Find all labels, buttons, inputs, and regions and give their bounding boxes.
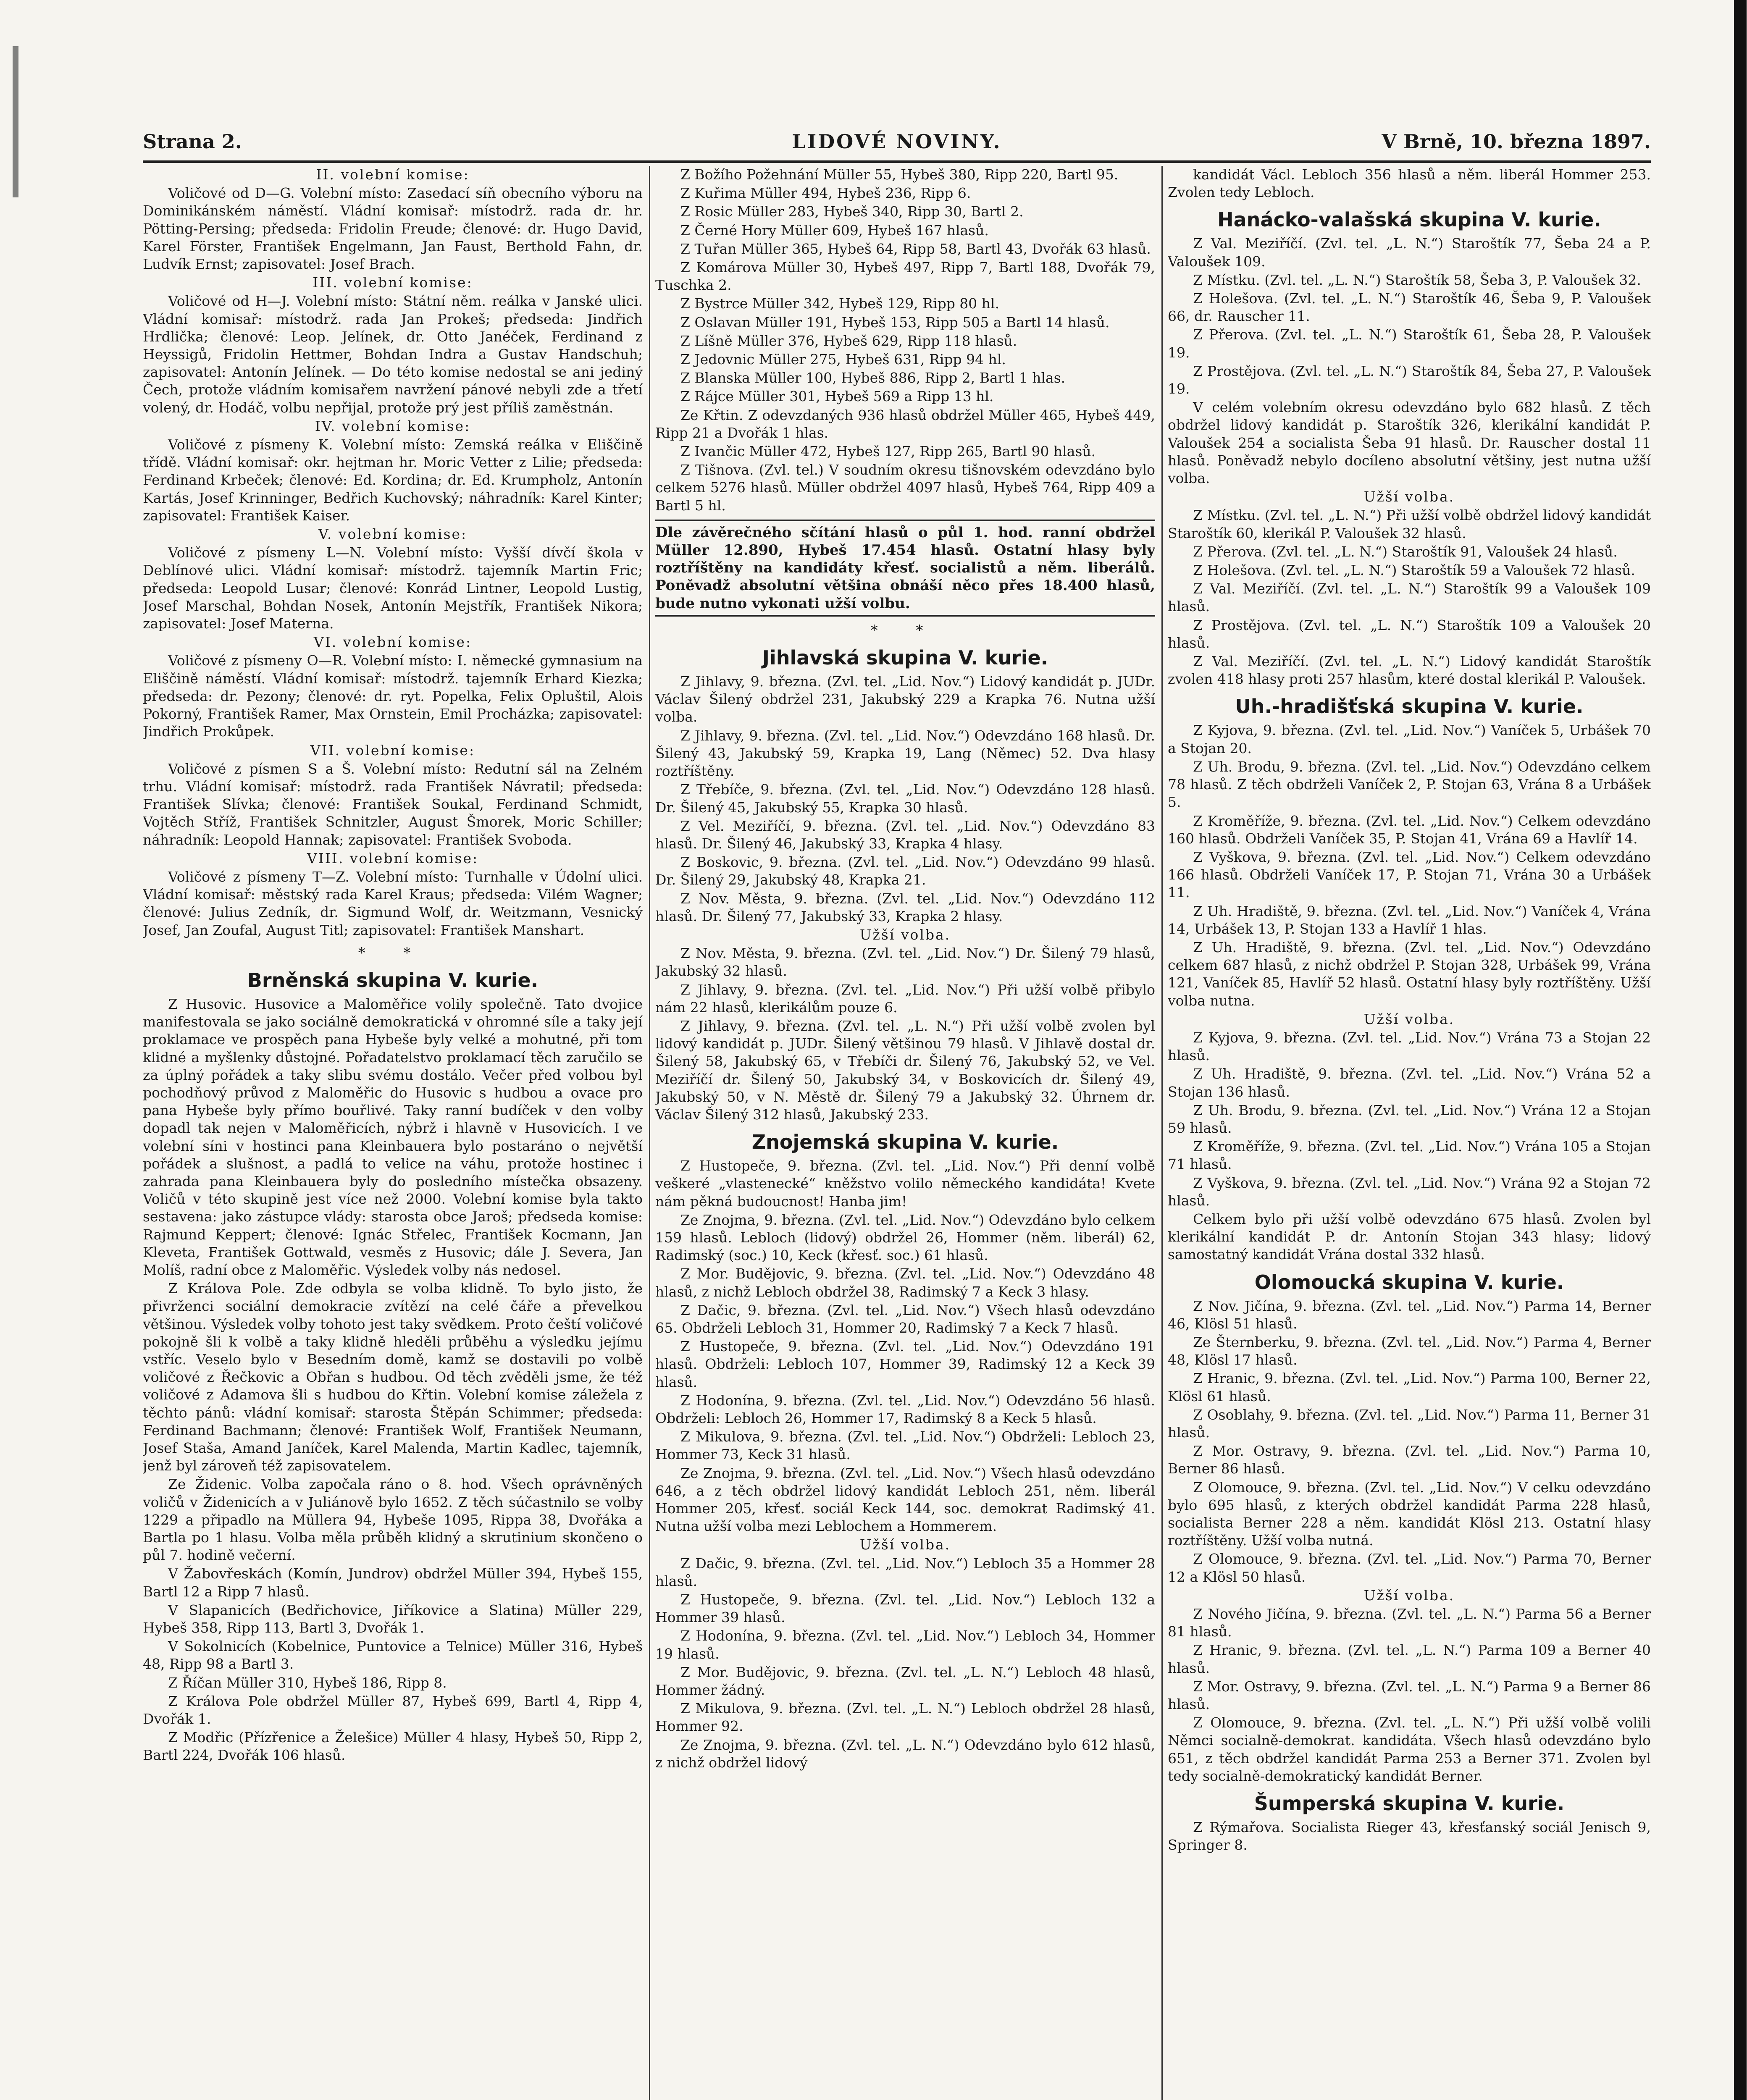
paragraph: Z Hustopeče, 9. března. (Zvl. tel. „Lid. Nov.“) Lebloch 132 a Hommer 39 hlasů. bbox=[655, 1591, 1155, 1626]
paragraph: Z Mor. Ostravy, 9. března. (Zvl. tel. „L. N.“) Parma 9 a Berner 86 hlasů. bbox=[1168, 1678, 1651, 1713]
paragraph: Z Králova Pole. Zde odbyla se volba klidně. To bylo jisto, že přivrženci sociální demokracie zvítězí na celé čáře a převelkou většinou. Výsledek volby tohoto jest taky svědkem. Proto čeští voličové pokojně šli k volbě a taky klidně hleděli průběhu a výsledku jejímu vstříc. Veselo bylo v Besedním domě, kamž se dostavili po volbě voličové z Řečkovic a Obřan s hudbou. Od těch zvěděli jsme, že též voličové z Adamova šli s hudbou do Křtin. Volební komise záležela z těchto pánů: vládní komisař: starosta Štěpán Schimmer; předseda: Ferdinand Bachmann; členové: František Wolf, František Neumann, Josef Staša, Amand Janíček, Karel Malenda, Martin Kadlec, tajemník, jenž byl zároveň též zapisovatelem. bbox=[143, 1280, 643, 1474]
paragraph: Z Hranic, 9. března. (Zvl. tel. „Lid. Nov.“) Parma 100, Berner 22, Klösl 61 hlasů. bbox=[1168, 1370, 1651, 1404]
commission-heading: VII. volební komise: bbox=[310, 742, 475, 759]
paragraph: Z Hustopeče, 9. března. (Zvl. tel. „Lid. Nov.“) Při denní volbě veškeré „vlastenecké“ kněžstvo volilo německého kandidáta! Kvete nám pěkná budoucnost! Hanba jim! bbox=[655, 1158, 1155, 1210]
paragraph: Z Blanska Müller 100, Hybeš 886, Ripp 2, Bartl 1 hlas. bbox=[680, 370, 1066, 386]
paragraph: Voličové z písmen S a Š. Volební místo: Redutní sál na Zelném trhu. Vládní komisař: místodrž. rada František Návratil; předseda: František Slívka; členové: František Soukal, Ferdinand Schmidt, Vojtěch Stříž, František Schnitzler, August Šmorek, Moric Schiller; náhradník: Leopold Hannak; zapisovatel: František Svoboda. bbox=[143, 760, 643, 848]
paragraph: Z Komárova Müller 30, Hybeš 497, Ripp 7, Bartl 188, Dvořák 79, Tuschka 2. bbox=[655, 259, 1155, 294]
paragraph: Z Místku. (Zvl. tel. „L. N.“) Staroštík 58, Šeba 3, P. Valoušek 32. bbox=[1193, 271, 1641, 288]
paragraph: Z Nov. Města, 9. března. (Zvl. tel. „Lid. Nov.“) Odevzdáno 112 hlasů. Dr. Šilený 77, Jakubský 33, Krapka 2 hlasy. bbox=[655, 890, 1155, 924]
section-heading: Uh.-hradišťská skupina V. kurie. bbox=[1235, 695, 1584, 718]
page-header bbox=[143, 130, 1651, 164]
paragraph: Z Nov. Jičína, 9. března. (Zvl. tel. „Lid. Nov.“) Parma 14, Berner 46, Klösl 51 hlasů. bbox=[1168, 1297, 1651, 1332]
paragraph: Z Vyškova, 9. března. (Zvl. tel. „Lid. Nov.“) Vrána 92 a Stojan 72 hlasů. bbox=[1168, 1174, 1651, 1209]
paragraph: Ze Znojma, 9. března. (Zvl. tel. „Lid. Nov.“) Všech hlasů odevzdáno 646, a z těch obdržel lidový kandidát Lebloch 251, něm. liberál Hommer 205, křesť. sociál Keck 144, soc. demokrat Radimský 41. Nutna užší volba mezi Leblochem a Hommerem. bbox=[655, 1465, 1155, 1535]
paragraph: Z Mor. Ostravy, 9. března. (Zvl. tel. „Lid. Nov.“) Parma 10, Berner 86 hlasů. bbox=[1168, 1443, 1651, 1477]
paragraph: Ze Znojma, 9. března. (Zvl. tel. „L. N.“) Odevzdáno bylo 612 hlasů, z nichž obdržel lidový bbox=[655, 1736, 1155, 1771]
column-rule bbox=[1161, 166, 1163, 2100]
paragraph: Z Jihlavy, 9. března. (Zvl. tel. „Lid. Nov.“) Při užší volbě přibylo nám 22 hlasů, klerikálům pouze 6. bbox=[655, 981, 1155, 1016]
paragraph: Z Hodonína, 9. března. (Zvl. tel. „Lid. Nov.“) Lebloch 34, Hommer 19 hlasů. bbox=[655, 1628, 1155, 1662]
section-heading: Olomoucká skupina V. kurie. bbox=[1254, 1270, 1564, 1294]
commission-heading: VIII. volební komise: bbox=[307, 850, 479, 866]
paragraph: kandidát Václ. Lebloch 356 hlasů a něm. liberál Hommer 253. Zvolen tedy Lebloch. bbox=[1168, 166, 1651, 201]
column-1 bbox=[143, 166, 643, 2100]
paragraph: Ze Znojma, 9. března. (Zvl. tel. „Lid. Nov.“) Odevzdáno bylo celkem 159 hlasů. Lebloch (lidový) obdržel 26, Hommer (něm. liberál) 62, Radimský (soc.) 10, Keck (křesť. soc.) 61 hlasů. bbox=[655, 1211, 1155, 1264]
paragraph: Z Uh. Brodu, 9. března. (Zvl. tel. „Lid. Nov.“) Odevzdáno celkem 78 hlasů. Z těch obdrželi Vaníček 2, P. Stojan 63, Vrána 8 a Urbášek 5. bbox=[1168, 758, 1651, 811]
paragraph: Z Božího Požehnání Müller 55, Hybeš 380, Ripp 220, Bartl 95. bbox=[680, 166, 1119, 183]
paragraph: Z Přerova. (Zvl. tel. „L. N.“) Staroštík 61, Šeba 28, P. Valoušek 19. bbox=[1168, 326, 1651, 361]
paragraph: Voličové z písmeny L—N. Volební místo: Vyšší dívčí škola v Deblínové ulici. Vládní komisař: místodrž. tajemník Martin Fric; předseda: Leopold Lusar; členové: Konrád Lintner, Leopold Lustig, Josef Marschal, Bohdan Nosek, Antonín Mejstřík, František Nikora; zapisovatel: Josef Materna. bbox=[143, 544, 643, 632]
paragraph: Z Hodonína, 9. března. (Zvl. tel. „Lid. Nov.“) Odevzdáno 56 hlasů. Obdrželi: Lebloch 26, Hommer 17, Radimský 8 a Keck 5 hlasů. bbox=[655, 1392, 1155, 1426]
section-heading: Znojemská skupina V. kurie. bbox=[751, 1131, 1059, 1154]
paragraph: Z Rájce Müller 301, Hybeš 569 a Ripp 13 hl. bbox=[680, 388, 994, 405]
paragraph: Z Líšně Müller 376, Hybeš 629, Ripp 118 hlasů. bbox=[680, 332, 1017, 349]
section-heading: Šumperská skupina V. kurie. bbox=[1254, 1792, 1565, 1815]
paragraph: Z Husovic. Husovice a Maloměřice volily společně. Tato dvojice manifestovala se jako sociálně demokratická v ohromné síle a taky její proklamace ve prospěch pana Hybeše byly velké a mohutné, při tom klidné a myšlenky důstojné. Pořadatelstvo proklamací těch zaručilo se za úplný pořádek a taky slibu svému dostálo. Večer před volbou byl pochodňový průvod z Maloměřic do Husovic s hudbou a ovace pro pana Hybeše byly přímo bouřlivé. Taky ranní budíček v den volby dopadl tak nejen v Maloměřicích, nýbrž i hlavně v Husovicích. I ve volební síni v hostinci pana Kleinbauera bylo postaráno o největší pořádek a slušnost, a padlá to velice na váhu, protože hostinec i zahrada pana Kleinbauera byly do posledního místečka obsazeny. Voličů v této skupině jest více než 2000. Volební komise byla takto sestavena: jako zástupce vlády: starosta obce Jaroš; předseda komise: Rajmund Keppert; členové: Ignác Střelec, František Kocmann, Jan Kleveta, František Gottwald, vesměs z Husovic; dále J. Severa, Jan Molíš, radní obce z Maloměřic. Výsledek volby nás nedosel. bbox=[143, 995, 643, 1278]
paragraph: Z Místku. (Zvl. tel. „L. N.“) Při užší volbě obdržel lidový kandidát Staroštík 60, klerikál P. Valoušek 32 hlasů. bbox=[1168, 507, 1651, 541]
paragraph: V Slapanicích (Bedřichovice, Jiříkovice a Slatina) Müller 229, Hybeš 358, Ripp 113, Bartl 3, Dvořák 1. bbox=[143, 1601, 643, 1636]
paragraph: Z Prostějova. (Zvl. tel. „L. N.“) Staroštík 109 a Valoušek 20 hlasů. bbox=[1168, 617, 1651, 651]
paragraph: Z Černé Hory Müller 609, Hybeš 167 hlasů. bbox=[680, 222, 989, 239]
scan-edge bbox=[1734, 0, 1747, 2100]
paragraph: Z Hranic, 9. března. (Zvl. tel. „L. N.“) Parma 109 a Berner 40 hlasů. bbox=[1168, 1642, 1651, 1676]
paragraph: Z Val. Meziříčí. (Zvl. tel. „L. N.“) Lidový kandidát Staroštík zvolen 418 hlasy proti 257 hlasům, které dostal klerikál P. Valoušek. bbox=[1168, 653, 1651, 688]
paragraph: Z Jihlavy, 9. března. (Zvl. tel. „Lid. Nov.“) Lidový kandidát p. JUDr. Václav Šilený obdržel 231, Jakubský 229 a Krapka 76. Nutna užší volba. bbox=[655, 673, 1155, 725]
paragraph: Z Kyjova, 9. března. (Zvl. tel. „Lid. Nov.“) Vrána 73 a Stojan 22 hlasů. bbox=[1168, 1029, 1651, 1064]
commission-heading: III. volební komise: bbox=[313, 274, 473, 291]
paragraph: Z Nového Jičína, 9. března. (Zvl. tel. „L. N.“) Parma 56 a Berner 81 hlasů. bbox=[1168, 1606, 1651, 1640]
paragraph: Z Jedovnic Müller 275, Hybeš 631, Ripp 94 hl. bbox=[680, 351, 1006, 368]
paragraph: Z Kroměříže, 9. března. (Zvl. tel. „Lid. Nov.“) Celkem odevzdáno 160 hlasů. Obdrželi Vaníček 35, P. Stojan 41, Vrána 69 a Havlíř 14. bbox=[1168, 812, 1651, 847]
paragraph: Z Bystrce Müller 342, Hybeš 129, Ripp 80 hl. bbox=[680, 295, 1000, 312]
paragraph: Z Dačic, 9. března. (Zvl. tel. „Lid. Nov.“) Všech hlasů odevzdáno 65. Obdrželi Lebloch 31, Hommer 20, Radimský 7 a Keck 7 hlasů. bbox=[655, 1302, 1155, 1336]
newspaper-title: LIDOVÉ NOVINY. bbox=[792, 130, 1002, 153]
paragraph: Z Tišnova. (Zvl. tel.) V soudním okresu tišnovském odevzdáno bylo celkem 5276 hlasů. Müller obdržel 4097 hlasů, Hybeš 764, Ripp 409 a Bartl 5 hl. bbox=[655, 462, 1155, 514]
paragraph: Z Vyškova, 9. března. (Zvl. tel. „Lid. Nov.“) Celkem odevzdáno 166 hlasů. Obdrželi Vaníček 17, P. Stojan 71, Vrána 30 a Urbášek 11. bbox=[1168, 848, 1651, 901]
paragraph: Z Dačic, 9. března. (Zvl. tel. „Lid. Nov.“) Lebloch 35 a Hommer 28 hlasů. bbox=[655, 1555, 1155, 1589]
paragraph: Z Val. Meziříčí. (Zvl. tel. „L. N.“) Staroštík 77, Šeba 24 a P. Valoušek 109. bbox=[1168, 235, 1651, 270]
paragraph: V celém volebním okresu odevzdáno bylo 682 hlasů. Z těch obdržel lidový kandidát p. Staroštík 326, klerikální kandidát P. Valoušek 254 a socialista Šeba 91 hlasů. Dr. Rauscher dostal 11 hlasů. Poněvadž nebylo docíleno absolutní většiny, jest nutna užší volba. bbox=[1168, 399, 1651, 487]
paragraph: Voličové z písmeny T—Z. Volební místo: Turnhalle v Údolní ulici. Vládní komisař: městský rada Karel Kraus; předseda: Vilém Wagner; členové: Julius Zedník, dr. Sigmund Wolf, dr. Weitzmann, Vesnický Josef, Jan Zoufal, August Titl; zapisovatel: František Manshart. bbox=[143, 868, 643, 938]
paragraph: Z Ivančic Müller 472, Hybeš 127, Ripp 265, Bartl 90 hlasů. bbox=[680, 443, 1096, 460]
paragraph: Z Olomouce, 9. března. (Zvl. tel. „Lid. Nov.“) V celku odevzdáno bylo 695 hlasů, z kterých obdržel kandidát Parma 228 hlasů, socialista Berner 228 a něm. kandidát Klösl 213. Ostatní hlasy roztříštěny. Užší volba nutná. bbox=[1168, 1479, 1651, 1549]
commission-heading: VI. volební komise: bbox=[313, 634, 472, 651]
paragraph: Z Kroměříže, 9. března. (Zvl. tel. „Lid. Nov.“) Vrána 105 a Stojan 71 hlasů. bbox=[1168, 1138, 1651, 1173]
paragraph: Z Prostějova. (Zvl. tel. „L. N.“) Staroštík 84, Šeba 27, P. Valoušek 19. bbox=[1168, 362, 1651, 397]
paragraph: Ze Křtin. Z odevzdaných 936 hlasů obdržel Müller 465, Hybeš 449, Ripp 21 a Dvořák 1 hlas. bbox=[655, 407, 1155, 441]
paragraph: Z Val. Meziříčí. (Zvl. tel. „L. N.“) Staroštík 99 a Valoušek 109 hlasů. bbox=[1168, 580, 1651, 615]
paragraph: Z Říčan Müller 310, Hybeš 186, Ripp 8. bbox=[168, 1674, 447, 1691]
paragraph: Z Olomouce, 9. března. (Zvl. tel. „L. N.“) Při užší volbě volili Němci socialně-demokrat. kandidáta. Všech hlasů odevzdáno bylo 651, z těch obdržel kandidát Parma 253 a Berner 371. Zvolen byl tedy socialně-demokratický kandidát Berner. bbox=[1168, 1714, 1651, 1784]
subheading: Užší volba. bbox=[1363, 488, 1455, 505]
paragraph: Z Přerova. (Zvl. tel. „L. N.“) Staroštík 91, Valoušek 24 hlasů. bbox=[1193, 543, 1618, 560]
paragraph: Z Modřic (Přízřenice a Želešice) Müller 4 hlasy, Hybeš 50, Ripp 2, Bartl 224, Dvořák 106 hlasů. bbox=[143, 1729, 643, 1764]
paragraph: V Sokolnicích (Kobelnice, Puntovice a Telnice) Müller 316, Hybeš 48, Ripp 98 a Bartl 3. bbox=[143, 1638, 643, 1672]
paragraph: Z Jihlavy, 9. března. (Zvl. tel. „L. N.“) Při užší volbě zvolen byl lidový kandidát p. JUDr. Šilený většinou 79 hlasů. V Jihlavě dostal dr. Šilený 58, Jakubský 65, v Třebíči dr. Šilený 76, Jakubský 52, ve Vel. Meziříčí dr. Šilený 50, Jakubský 34, v Boskovicích dr. Šilený 49, Jakubský 50, v N. Městě dr. Šilený 79 a Jakubský 32. Úhrnem dr. Václav Šilený 312 hlasů, Jakubský 233. bbox=[655, 1017, 1155, 1123]
column-3 bbox=[1168, 166, 1651, 2100]
paragraph: Z Mor. Budějovic, 9. března. (Zvl. tel. „Lid. Nov.“) Odevzdáno 48 hlasů, z nichž Lebloch obdržel 38, Radimský 7 a Keck 3 hlasy. bbox=[655, 1265, 1155, 1300]
paragraph: Ze Šternberku, 9. března. (Zvl. tel. „Lid. Nov.“) Parma 4, Berner 48, Klösl 17 hlasů. bbox=[1168, 1334, 1651, 1368]
paragraph: Voličové od H—J. Volební místo: Státní něm. reálka v Janské ulici. Vládní komisař: místodrž. rada Jan Prokeš; předseda: Jindřich Hrdlička; členové: Leop. Jelínek, dr. Otto Janéček, Ferdinand z Heyssigů, Fridolin Hettmer, Bohdan Indra a Gustav Handschuh; zapisovatel: Antonín Jelínek. — Do této komise nedostal se ani jediný Čech, protože vládním komisařem navržení pánové nebyli zde a třetí volený, dr. Hodáč, volbu nepřijal, protože prý jest příliš zaměstnán. bbox=[143, 293, 643, 416]
page-number: Strana 2. bbox=[143, 130, 242, 153]
paragraph: Z Osoblahy, 9. března. (Zvl. tel. „Lid. Nov.“) Parma 11, Berner 31 hlasů. bbox=[1168, 1406, 1651, 1441]
paragraph: Z Rosic Müller 283, Hybeš 340, Ripp 30, Bartl 2. bbox=[680, 203, 1024, 220]
paragraph: Z Oslavan Müller 191, Hybeš 153, Ripp 505 a Bartl 14 hlasů. bbox=[680, 314, 1110, 331]
paragraph: Voličové od D—G. Volební místo: Zasedací síň obecního výboru na Dominikánském náměstí. Vládní komisař: místodrž. rada dr. hr. Pötting-Persing; předseda: Fridolin Freude; členové: dr. Hugo David, Karel Förster, František Engelmann, Jan Faust, Berthold Fahn, dr. Ludvík Ernst; zapisovatel: Josef Brach. bbox=[143, 185, 643, 273]
paragraph: Z Jihlavy, 9. března. (Zvl. tel. „Lid. Nov.“) Odevzdáno 168 hlasů. Dr. Šilený 43, Jakubský 59, Krapka 19, Lang (Němec) 52. Dva hlasy roztříštěny. bbox=[655, 727, 1155, 780]
column-rule bbox=[649, 166, 650, 2100]
paragraph: Ze Židenic. Volba započala ráno o 8. hod. Všech oprávněných voličů v Židenicích a v Juliánově bylo 1652. Z těch súčastnilo se volby 1229 a připadlo na Müllera 94, Hybeše 1095, Rippa 38, Dvořáka a Bartla po 1 hlasu. Volba měla průběh klidný a skrutinium skončeno o půl 7. hodině večerní. bbox=[143, 1476, 643, 1564]
subheading: Užší volba. bbox=[859, 926, 951, 943]
paragraph: Z Olomouce, 9. března. (Zvl. tel. „Lid. Nov.“) Parma 70, Berner 12 a Klösl 50 hlasů. bbox=[1168, 1551, 1651, 1585]
subheading: Užší volba. bbox=[1363, 1011, 1455, 1027]
paragraph: Z Mikulova, 9. března. (Zvl. tel. „L. N.“) Lebloch obdržel 28 hlasů, Hommer 92. bbox=[655, 1700, 1155, 1735]
paragraph: Z Uh. Hradiště, 9. března. (Zvl. tel. „Lid. Nov.“) Vrána 52 a Stojan 136 hlasů. bbox=[1168, 1066, 1651, 1100]
commission-heading: IV. volební komise: bbox=[315, 417, 471, 434]
paragraph: Z Mikulova, 9. března. (Zvl. tel. „Lid. Nov.“) Obdrželi: Lebloch 23, Hommer 73, Keck 31 hlasů. bbox=[655, 1428, 1155, 1463]
paragraph: Voličové z písmeny K. Volební místo: Zemská reálka v Eliščině třídě. Vládní komisař: okr. hejtman hr. Moric Vetter z Lilie; předseda: Ferdinand Krbeček; členové: Ed. Kordina; dr. Ed. Krumpholz, Antonín Kartás, Josef Krinninger, Bedřich Kuchovský; náhradník: Karel Kinter; zapisovatel: František Kaiser. bbox=[143, 436, 643, 524]
paragraph: Z Třebíče, 9. března. (Zvl. tel. „Lid. Nov.“) Odevzdáno 128 hlasů. Dr. Šilený 45, Jakubský 55, Krapka 30 hlasů. bbox=[655, 781, 1155, 816]
paragraph: V Žabovřeskách (Komín, Jundrov) obdržel Müller 394, Hybeš 155, Bartl 12 a Ripp 7 hlasů. bbox=[143, 1565, 643, 1600]
commission-heading: II. volební komise: bbox=[316, 166, 470, 183]
paragraph: Z Nov. Města, 9. března. (Zvl. tel. „Lid. Nov.“) Dr. Šilený 79 hlasů, Jakubský 32 hlasů. bbox=[655, 945, 1155, 979]
paragraph: Z Uh. Brodu, 9. března. (Zvl. tel. „Lid. Nov.“) Vrána 12 a Stojan 59 hlasů. bbox=[1168, 1102, 1651, 1136]
paragraph: Z Uh. Hradiště, 9. března. (Zvl. tel. „Lid. Nov.“) Vaníček 4, Vrána 14, Urbášek 13, P. Stojan 133 a Havlíř 1 hlas. bbox=[1168, 903, 1651, 937]
section-separator: * * bbox=[358, 944, 428, 961]
paragraph: Z Holešova. (Zvl. tel. „L. N.“) Staroštík 59 a Valoušek 72 hlasů. bbox=[1193, 562, 1635, 579]
summary-box: Dle závěrečného sčítání hlasů o půl 1. hod. ranní obdržel Müller 12.890, Hybeš 17.454 hlasů. Ostatní hlasy byly roztříštěny na kandidáty křesť. socialistů a něm. liberálů. Poněvadž absolutní většina obnáší něco přes 18.400 hlasů, bude nutno vykonati užší volbu. bbox=[655, 520, 1155, 617]
section-heading: Jihlavská skupina V. kurie. bbox=[762, 646, 1048, 669]
paragraph: Z Kyjova, 9. března. (Zvl. tel. „Lid. Nov.“) Vaníček 5, Urbášek 70 a Stojan 20. bbox=[1168, 722, 1651, 756]
header-rule bbox=[143, 160, 1651, 163]
paragraph: Celkem bylo při užší volbě odevzdáno 675 hlasů. Zvolen byl klerikální kandidát P. dr. Antonín Stojan 343 hlasy; lidový samostatný kandidát Vrána dostal 332 hlasů. bbox=[1168, 1210, 1651, 1263]
section-heading: Hanácko-valašská skupina V. kurie. bbox=[1217, 208, 1601, 231]
paragraph: Voličové z písmeny O—R. Volební místo: I. německé gymnasium na Eliščině náměstí. Vládní komisař: místodrž. tajemník Erhard Kiezka; předseda: dr. Pezony; členové: dr. ryt. Popelka, Felix Opluštil, Alois Pokorný, František Ramer, Max Ornstein, Emil Procházka; zapisovatel: Jindřich Prokůpek. bbox=[143, 652, 643, 740]
scan-mark bbox=[13, 46, 18, 197]
paragraph: Z Králova Pole obdržel Müller 87, Hybeš 699, Bartl 4, Ripp 4, Dvořák 1. bbox=[143, 1693, 643, 1727]
subheading: Užší volba. bbox=[859, 1536, 951, 1553]
paragraph: Z Uh. Hradiště, 9. března. (Zvl. tel. „Lid. Nov.“) Odevzdáno celkem 687 hlasů, z nichž obdržel P. Stojan 328, Urbášek 99, Vrána 121, Vaníček 85, Havlíř 52 hlasů. Ostatní hlasy byly roztříštěny. Užší volba nutna. bbox=[1168, 939, 1651, 1009]
section-separator: * * bbox=[870, 622, 940, 639]
paragraph: Z Hustopeče, 9. března. (Zvl. tel. „Lid. Nov.“) Odevzdáno 191 hlasů. Obdrželi: Lebloch 107, Hommer 39, Radimský 12 a Keck 39 hlasů. bbox=[655, 1338, 1155, 1390]
commission-heading: V. volební komise: bbox=[318, 526, 468, 543]
subheading: Užší volba. bbox=[1363, 1587, 1455, 1604]
paragraph: Z Mor. Budějovic, 9. března. (Zvl. tel. „L. N.“) Lebloch 48 hlasů, Hommer žádný. bbox=[655, 1664, 1155, 1698]
paragraph: Z Kuřima Müller 494, Hybeš 236, Ripp 6. bbox=[680, 185, 971, 202]
section-heading: Brněnská skupina V. kurie. bbox=[247, 969, 539, 992]
paragraph: Z Holešova. (Zvl. tel. „L. N.“) Staroštík 46, Šeba 9, P. Valoušek 66, dr. Rauscher 11. bbox=[1168, 290, 1651, 325]
paragraph: Z Vel. Meziříčí, 9. března. (Zvl. tel. „Lid. Nov.“) Odevzdáno 83 hlasů. Dr. Šilený 46, Jakubský 33, Krapka 4 hlasy. bbox=[655, 817, 1155, 852]
paragraph: Z Tuřan Müller 365, Hybeš 64, Ripp 58, Bartl 43, Dvořák 63 hlasů. bbox=[680, 240, 1151, 257]
issue-date: V Brně, 10. března 1897. bbox=[1382, 130, 1651, 153]
paragraph: Z Rýmařova. Socialista Rieger 43, křesťanský sociál Jenisch 9, Springer 8. bbox=[1168, 1819, 1651, 1853]
paragraph: Z Boskovic, 9. března. (Zvl. tel. „Lid. Nov.“) Odevzdáno 99 hlasů. Dr. Šilený 29, Jakubský 48, Krapka 21. bbox=[655, 854, 1155, 888]
column-2 bbox=[655, 166, 1155, 2100]
